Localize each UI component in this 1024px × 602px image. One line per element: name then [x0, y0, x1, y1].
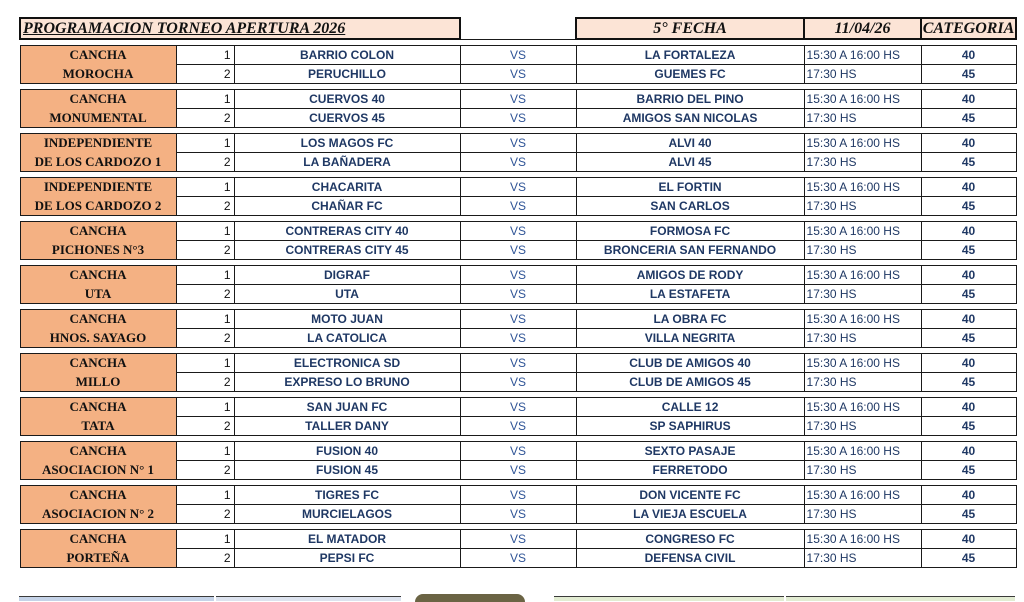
tournament-title: PROGRAMACION TORNEO APERTURA 2026 [20, 18, 460, 39]
home-team: LA CATOLICA [234, 329, 460, 348]
home-team: CUERVOS 45 [234, 109, 460, 128]
match-number: 2 [176, 285, 234, 304]
match-time: 17:30 HS [804, 549, 921, 568]
home-team: UTA [234, 285, 460, 304]
vs-label: VS [460, 486, 576, 505]
cancha-name: CANCHA [20, 222, 176, 241]
match-time: 15:30 A 16:00 HS [804, 134, 921, 153]
vs-label: VS [460, 310, 576, 329]
cancha-name: DE LOS CARDOZO 2 [20, 197, 176, 216]
match-time: 17:30 HS [804, 197, 921, 216]
match-row [20, 417, 1016, 436]
home-team: CONTRERAS CITY 40 [234, 222, 460, 241]
match-number: 1 [176, 310, 234, 329]
vs-label: VS [460, 442, 576, 461]
vs-label: VS [460, 266, 576, 285]
match-number: 2 [176, 461, 234, 480]
match-time: 15:30 A 16:00 HS [804, 310, 921, 329]
cancha-name: ASOCIACION N° 1 [20, 461, 176, 480]
match-number: 2 [176, 197, 234, 216]
match-category: 45 [921, 241, 1016, 260]
header-spacer [460, 18, 576, 39]
away-team: ALVI 40 [576, 134, 804, 153]
match-category: 40 [921, 222, 1016, 241]
header-row [20, 18, 1016, 39]
match-row [20, 505, 1016, 524]
match-row [20, 442, 1016, 461]
match-row [20, 153, 1016, 172]
match-category: 40 [921, 530, 1016, 549]
match-time: 17:30 HS [804, 109, 921, 128]
match-time: 15:30 A 16:00 HS [804, 354, 921, 373]
home-team: MURCIELAGOS [234, 505, 460, 524]
home-team: LA BAÑADERA [234, 153, 460, 172]
home-team: FUSION 45 [234, 461, 460, 480]
away-team: FERRETODO [576, 461, 804, 480]
home-team: ELECTRONICA SD [234, 354, 460, 373]
away-team: CLUB DE AMIGOS 40 [576, 354, 804, 373]
match-number: 1 [176, 222, 234, 241]
match-number: 2 [176, 329, 234, 348]
match-row [20, 354, 1016, 373]
away-team: LA ESTAFETA [576, 285, 804, 304]
match-time: 17:30 HS [804, 417, 921, 436]
home-team: MOTO JUAN [234, 310, 460, 329]
vs-label: VS [460, 90, 576, 109]
match-row [20, 197, 1016, 216]
cancha-name: MOROCHA [20, 65, 176, 84]
match-category: 40 [921, 398, 1016, 417]
match-time: 15:30 A 16:00 HS [804, 486, 921, 505]
cancha-name: CANCHA [20, 46, 176, 65]
vs-label: VS [460, 222, 576, 241]
cancha-name: CANCHA [20, 530, 176, 549]
vs-label: VS [460, 241, 576, 260]
away-team: DON VICENTE FC [576, 486, 804, 505]
vs-label: VS [460, 178, 576, 197]
home-team: BARRIO COLON [234, 46, 460, 65]
match-category: 40 [921, 178, 1016, 197]
match-row [20, 46, 1016, 65]
vs-label: VS [460, 197, 576, 216]
match-number: 2 [176, 65, 234, 84]
logo-edge [415, 594, 525, 602]
away-team: GUEMES FC [576, 65, 804, 84]
match-row [20, 222, 1016, 241]
home-team: LOS MAGOS FC [234, 134, 460, 153]
away-team: FORMOSA FC [576, 222, 804, 241]
match-category: 45 [921, 461, 1016, 480]
match-number: 1 [176, 134, 234, 153]
home-team: TALLER DANY [234, 417, 460, 436]
vs-label: VS [460, 373, 576, 392]
vs-label: VS [460, 549, 576, 568]
match-number: 1 [176, 178, 234, 197]
away-team: LA OBRA FC [576, 310, 804, 329]
cancha-name: INDEPENDIENTE [20, 134, 176, 153]
vs-label: VS [460, 109, 576, 128]
match-category: 40 [921, 46, 1016, 65]
home-team: CONTRERAS CITY 45 [234, 241, 460, 260]
match-row [20, 530, 1016, 549]
match-number: 2 [176, 549, 234, 568]
match-time: 17:30 HS [804, 241, 921, 260]
vs-label: VS [460, 285, 576, 304]
home-team: PERUCHILLO [234, 65, 460, 84]
cancha-name: CANCHA [20, 310, 176, 329]
away-team: SEXTO PASAJE [576, 442, 804, 461]
away-team: SAN CARLOS [576, 197, 804, 216]
match-category: 40 [921, 354, 1016, 373]
match-time: 15:30 A 16:00 HS [804, 442, 921, 461]
match-row [20, 549, 1016, 568]
match-row [20, 461, 1016, 480]
match-time: 15:30 A 16:00 HS [804, 178, 921, 197]
home-team: SAN JUAN FC [234, 398, 460, 417]
next-table-cell [786, 596, 1015, 601]
match-category: 40 [921, 90, 1016, 109]
vs-label: VS [460, 417, 576, 436]
next-table-cell [216, 596, 401, 601]
match-time: 17:30 HS [804, 153, 921, 172]
away-team: CONGRESO FC [576, 530, 804, 549]
cancha-name: ASOCIACION N° 2 [20, 505, 176, 524]
match-time: 15:30 A 16:00 HS [804, 530, 921, 549]
home-team: CHACARITA [234, 178, 460, 197]
vs-label: VS [460, 530, 576, 549]
match-time: 17:30 HS [804, 65, 921, 84]
cancha-name: DE LOS CARDOZO 1 [20, 153, 176, 172]
cancha-name: PORTEÑA [20, 549, 176, 568]
home-team: PEPSI FC [234, 549, 460, 568]
match-category: 45 [921, 417, 1016, 436]
cancha-name: HNOS. SAYAGO [20, 329, 176, 348]
away-team: LA FORTALEZA [576, 46, 804, 65]
cancha-name: CANCHA [20, 442, 176, 461]
cancha-name: CANCHA [20, 486, 176, 505]
match-time: 15:30 A 16:00 HS [804, 222, 921, 241]
match-row [20, 285, 1016, 304]
match-category: 40 [921, 486, 1016, 505]
away-team: ALVI 45 [576, 153, 804, 172]
match-time: 15:30 A 16:00 HS [804, 90, 921, 109]
away-team: AMIGOS SAN NICOLAS [576, 109, 804, 128]
home-team: EL MATADOR [234, 530, 460, 549]
match-number: 2 [176, 505, 234, 524]
match-date: 11/04/26 [804, 18, 921, 39]
match-row [20, 310, 1016, 329]
match-category: 45 [921, 109, 1016, 128]
match-time: 17:30 HS [804, 505, 921, 524]
match-row [20, 178, 1016, 197]
vs-label: VS [460, 354, 576, 373]
cancha-name: TATA [20, 417, 176, 436]
vs-label: VS [460, 329, 576, 348]
match-time: 15:30 A 16:00 HS [804, 46, 921, 65]
away-team: AMIGOS DE RODY [576, 266, 804, 285]
match-number: 2 [176, 241, 234, 260]
away-team: BRONCERIA SAN FERNANDO [576, 241, 804, 260]
match-category: 40 [921, 442, 1016, 461]
vs-label: VS [460, 398, 576, 417]
away-team: BARRIO DEL PINO [576, 90, 804, 109]
next-table-cell [554, 596, 784, 601]
cancha-name: CANCHA [20, 354, 176, 373]
match-category: 45 [921, 373, 1016, 392]
round-label: 5° FECHA [576, 18, 804, 39]
match-row [20, 266, 1016, 285]
match-number: 2 [176, 373, 234, 392]
home-team: FUSION 40 [234, 442, 460, 461]
match-time: 17:30 HS [804, 373, 921, 392]
match-number: 1 [176, 530, 234, 549]
cancha-name: PICHONES N°3 [20, 241, 176, 260]
away-team: CALLE 12 [576, 398, 804, 417]
match-category: 45 [921, 549, 1016, 568]
cancha-name: MONUMENTAL [20, 109, 176, 128]
match-row [20, 65, 1016, 84]
match-category: 45 [921, 153, 1016, 172]
away-team: LA VIEJA ESCUELA [576, 505, 804, 524]
cancha-name: UTA [20, 285, 176, 304]
fixture-sheet [19, 17, 1015, 568]
match-time: 17:30 HS [804, 461, 921, 480]
match-number: 2 [176, 109, 234, 128]
match-time: 15:30 A 16:00 HS [804, 266, 921, 285]
match-category: 45 [921, 65, 1016, 84]
cancha-name: INDEPENDIENTE [20, 178, 176, 197]
match-number: 1 [176, 486, 234, 505]
match-category: 40 [921, 266, 1016, 285]
match-row [20, 109, 1016, 128]
match-category: 45 [921, 197, 1016, 216]
match-category: 45 [921, 329, 1016, 348]
vs-label: VS [460, 153, 576, 172]
vs-label: VS [460, 134, 576, 153]
match-time: 15:30 A 16:00 HS [804, 398, 921, 417]
match-row [20, 134, 1016, 153]
vs-label: VS [460, 505, 576, 524]
schedule-table [19, 17, 1017, 568]
cancha-name: CANCHA [20, 90, 176, 109]
match-row [20, 90, 1016, 109]
home-team: CUERVOS 40 [234, 90, 460, 109]
match-number: 2 [176, 153, 234, 172]
away-team: VILLA NEGRITA [576, 329, 804, 348]
cancha-name: CANCHA [20, 266, 176, 285]
match-row [20, 329, 1016, 348]
match-row [20, 486, 1016, 505]
next-table-edge [19, 594, 1015, 600]
home-team: TIGRES FC [234, 486, 460, 505]
match-category: 40 [921, 310, 1016, 329]
match-number: 1 [176, 442, 234, 461]
category-header: CATEGORIA [922, 20, 1015, 37]
away-team: CLUB DE AMIGOS 45 [576, 373, 804, 392]
match-time: 17:30 HS [804, 285, 921, 304]
match-row [20, 398, 1016, 417]
match-row [20, 373, 1016, 392]
match-number: 1 [176, 354, 234, 373]
vs-label: VS [460, 65, 576, 84]
home-team: DIGRAF [234, 266, 460, 285]
cancha-name: MILLO [20, 373, 176, 392]
match-time: 17:30 HS [804, 329, 921, 348]
match-number: 1 [176, 46, 234, 65]
cancha-name: CANCHA [20, 398, 176, 417]
match-category: 40 [921, 134, 1016, 153]
away-team: DEFENSA CIVIL [576, 549, 804, 568]
away-team: EL FORTIN [576, 178, 804, 197]
match-category: 45 [921, 285, 1016, 304]
next-table-cell [19, 596, 214, 601]
vs-label: VS [460, 461, 576, 480]
match-row [20, 241, 1016, 260]
match-number: 1 [176, 90, 234, 109]
match-number: 2 [176, 417, 234, 436]
match-number: 1 [176, 398, 234, 417]
away-team: SP SAPHIRUS [576, 417, 804, 436]
match-number: 1 [176, 266, 234, 285]
match-category: 45 [921, 505, 1016, 524]
vs-label: VS [460, 46, 576, 65]
home-team: EXPRESO LO BRUNO [234, 373, 460, 392]
home-team: CHAÑAR FC [234, 197, 460, 216]
